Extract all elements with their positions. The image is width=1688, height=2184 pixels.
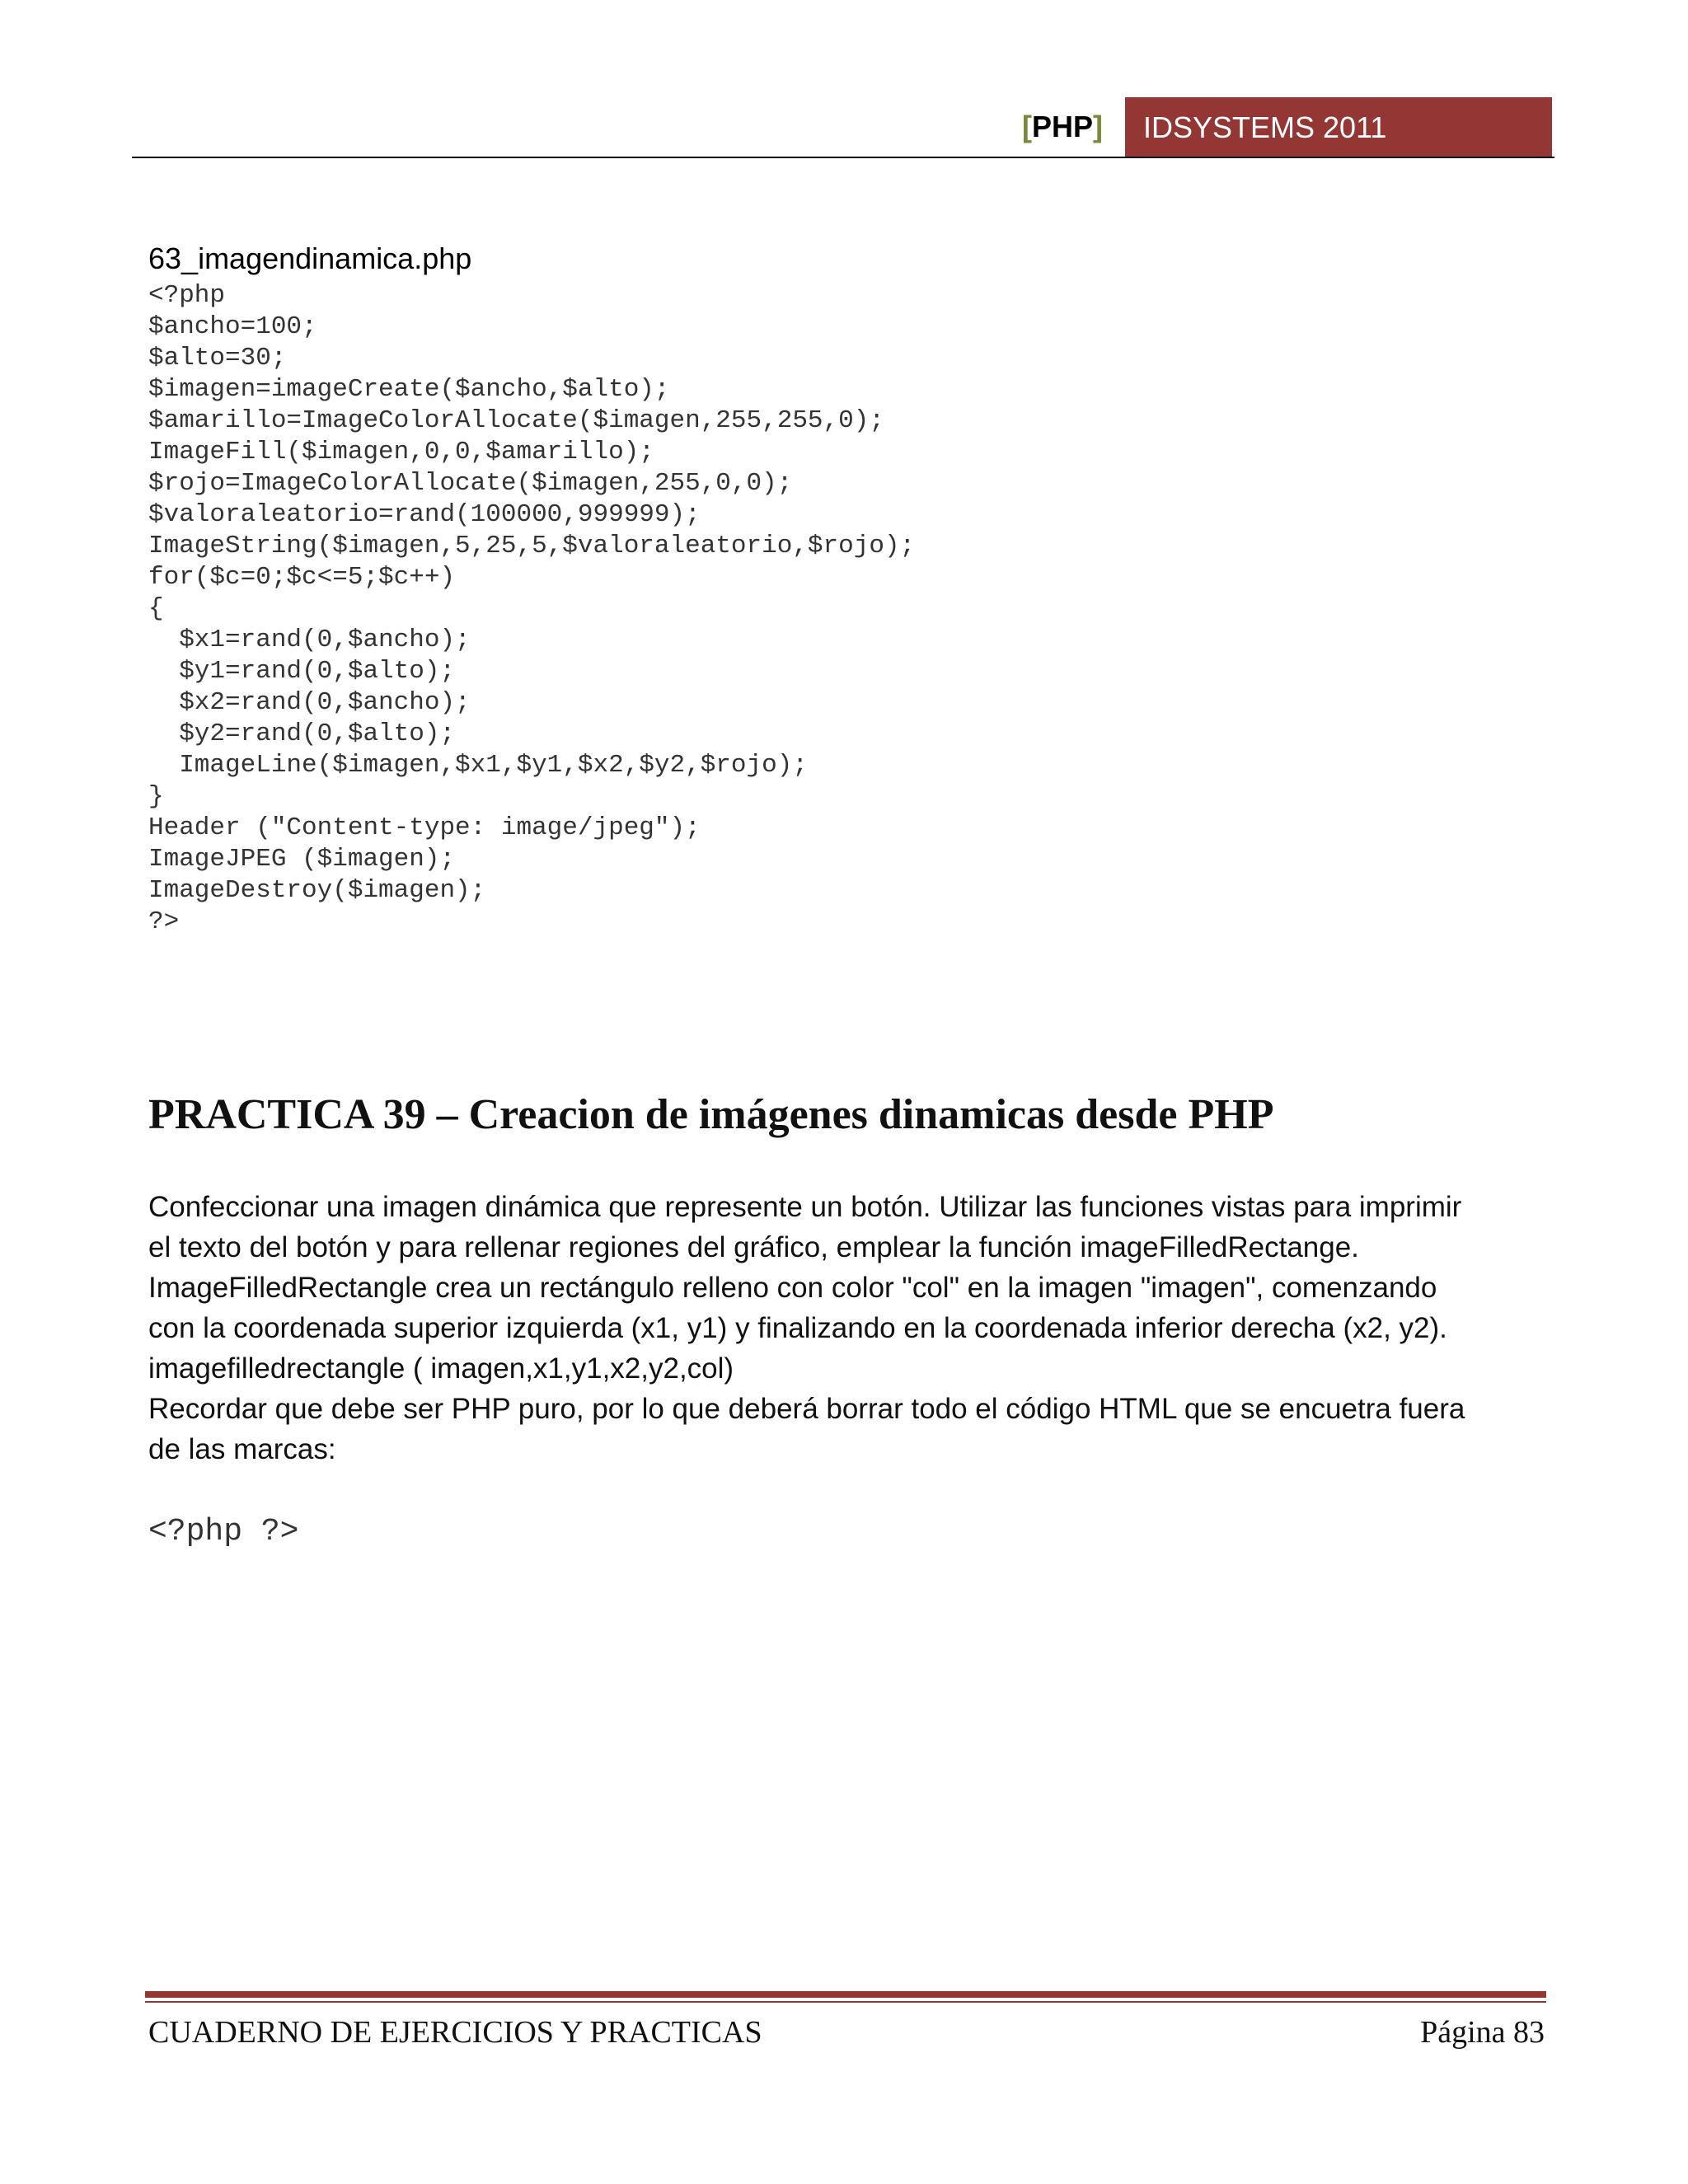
code-line: ImageLine($imagen,$x1,$y1,$x2,$y2,$rojo); <box>148 751 808 780</box>
code-line: { <box>148 594 164 623</box>
header-topic <box>1022 109 1103 145</box>
header-bracket-close: ] <box>1093 110 1104 143</box>
code-line: ImageString($imagen,5,25,5,$valoraleatorio,$rojo); <box>148 532 916 560</box>
php-tags-example: <?php ?> <box>148 1514 299 1549</box>
paragraph-line: el texto del botón y para rellenar regiones del gráfico, emplear la función imageFilledRectange. <box>148 1231 1359 1263</box>
code-line: $x1=rand(0,$ancho); <box>148 626 471 654</box>
code-line: $x2=rand(0,$ancho); <box>148 688 471 717</box>
code-line: $y1=rand(0,$alto); <box>148 657 456 686</box>
code-line: $valoraleatorio=rand(100000,999999); <box>148 500 701 529</box>
paragraph-line: Confeccionar una imagen dinámica que represente un botón. Utilizar las funciones vistas para imprimir <box>148 1191 1462 1223</box>
code-line: <?php <box>148 281 226 310</box>
code-line: $imagen=imageCreate($ancho,$alto); <box>148 375 670 404</box>
code-listing <box>148 280 915 938</box>
code-line: ImageFill($imagen,0,0,$amarillo); <box>148 438 654 466</box>
code-line: $alto=30; <box>148 344 287 373</box>
code-line: Header ("Content-type: image/jpeg"); <box>148 813 701 842</box>
code-line: } <box>148 782 164 811</box>
code-line: $y2=rand(0,$alto); <box>148 719 456 748</box>
code-filename: 63_imagendinamica.php <box>148 241 472 275</box>
footer-divider-thick <box>145 1991 1546 1998</box>
code-line: $rojo=ImageColorAllocate($imagen,255,0,0); <box>148 469 793 498</box>
paragraph-line: imagefilledrectangle ( imagen,x1,y1,x2,y2,col) <box>148 1352 734 1385</box>
practice-title: PRACTICA 39 – Creacion de imágenes dinamicas desde PHP <box>148 1091 1274 1138</box>
code-line: ImageJPEG ($imagen); <box>148 845 456 874</box>
code-line: for($c=0;$c<=5;$c++) <box>148 563 456 592</box>
header-brand-label: IDSYSTEMS 2011 <box>1143 110 1387 144</box>
code-line: ?> <box>148 907 180 936</box>
header-topic-label: PHP <box>1032 110 1094 143</box>
header-divider <box>132 157 1554 158</box>
paragraph-line: de las marcas: <box>148 1433 336 1465</box>
paragraph-line: con la coordenada superior izquierda (x1, y1) y finalizando en la coordenada inferior derecha (x2, y2). <box>148 1312 1447 1344</box>
footer-book-title: CUADERNO DE EJERCICIOS Y PRACTICAS <box>148 2015 762 2050</box>
code-line: $ancho=100; <box>148 312 317 341</box>
code-line: $amarillo=ImageColorAllocate($imagen,255,255,0); <box>148 406 884 435</box>
header-brand-box <box>1125 97 1552 158</box>
footer-page-number: Página 83 <box>1420 2015 1545 2050</box>
footer-divider-thin <box>145 2001 1546 2003</box>
paragraph-line: Recordar que debe ser PHP puro, por lo que deberá borrar todo el código HTML que se encuetra fuera <box>148 1393 1465 1425</box>
practice-description <box>148 1187 1550 1469</box>
paragraph-line: ImageFilledRectangle crea un rectángulo relleno con color "col" en la imagen "imagen", comenzando <box>148 1272 1437 1304</box>
header-bracket-open: [ <box>1022 110 1032 143</box>
code-line: ImageDestroy($imagen); <box>148 876 486 905</box>
